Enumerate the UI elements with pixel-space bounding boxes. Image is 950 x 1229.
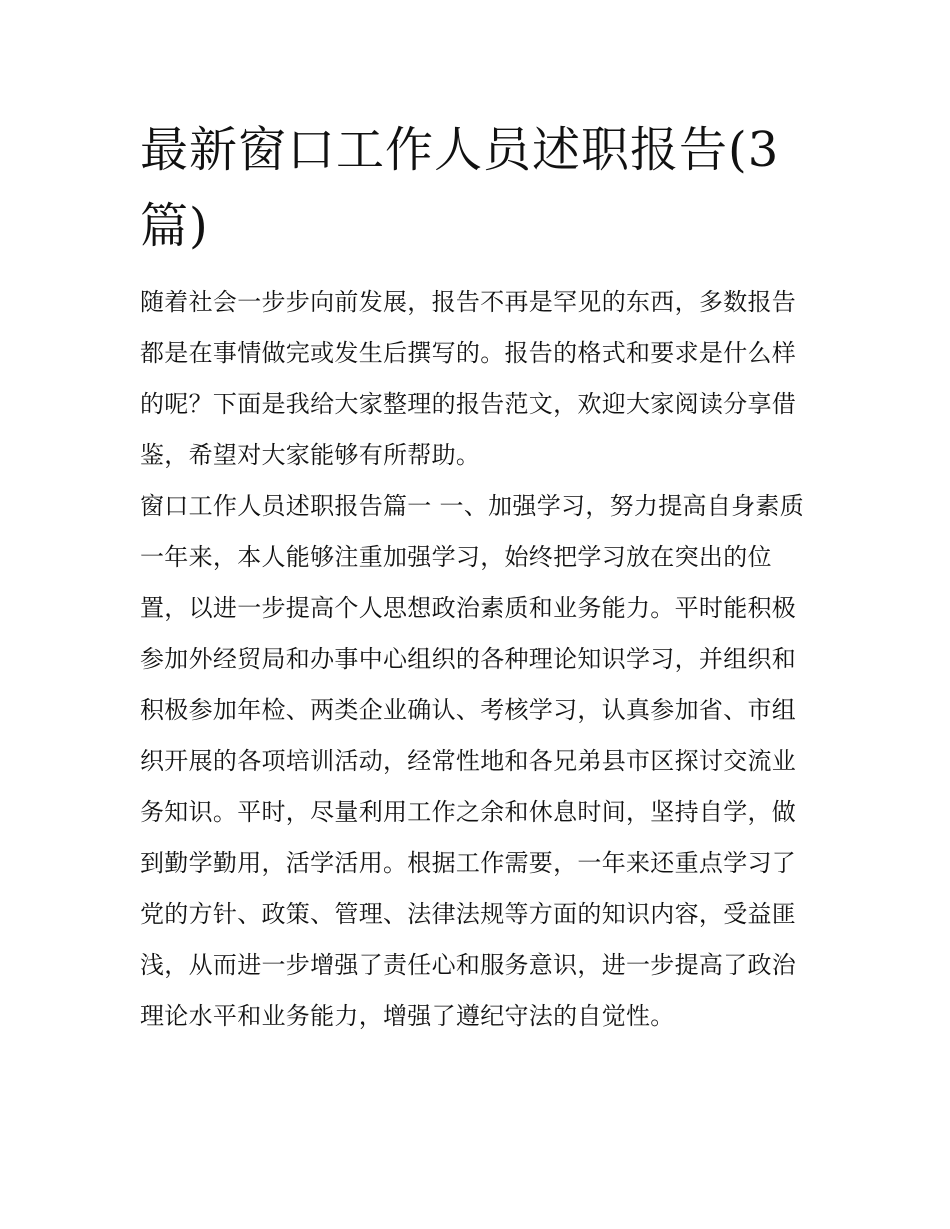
document-body — [140, 277, 812, 1042]
intro-paragraph: 随着社会一步步向前发展，报告不再是罕见的东西，多数报告都是在事情做完或发生后撰写的。报告的格式和要求是什么样的呢？下面是我给大家整理的报告范文，欢迎大家阅读分享借鉴，希望对大家能够有所帮助。 — [140, 288, 797, 469]
section-body-paragraph: 一年来，本人能够注重加强学习，始终把学习放在突出的位置，以进一步提高个人思想政治素质和业务能力。平时能积极参加外经贸局和办事中心组织的各种理论知识学习，并组织和积极参加年检、两类企业确认、考核学习，认真参加省、市组织开展的各项培训活动，经常性地和各兄弟县市区探讨交流业务知识。平时，尽量利用工作之余和休息时间，坚持自学，做到勤学勤用，活学活用。根据工作需要，一年来还重点学习了党的方针、政策、管理、法律法规等方面的知识内容，受益匪浅，从而进一步增强了责任心和服务意识，进一步提高了政治理论水平和业务能力，增强了遵纪守法的自觉性。 — [140, 543, 797, 1030]
document-title: 最新窗口工作人员述职报告(3篇) — [140, 122, 780, 254]
section-heading-paragraph: 窗口工作人员述职报告篇一 一、加强学习，努力提高自身素质 — [140, 492, 805, 520]
